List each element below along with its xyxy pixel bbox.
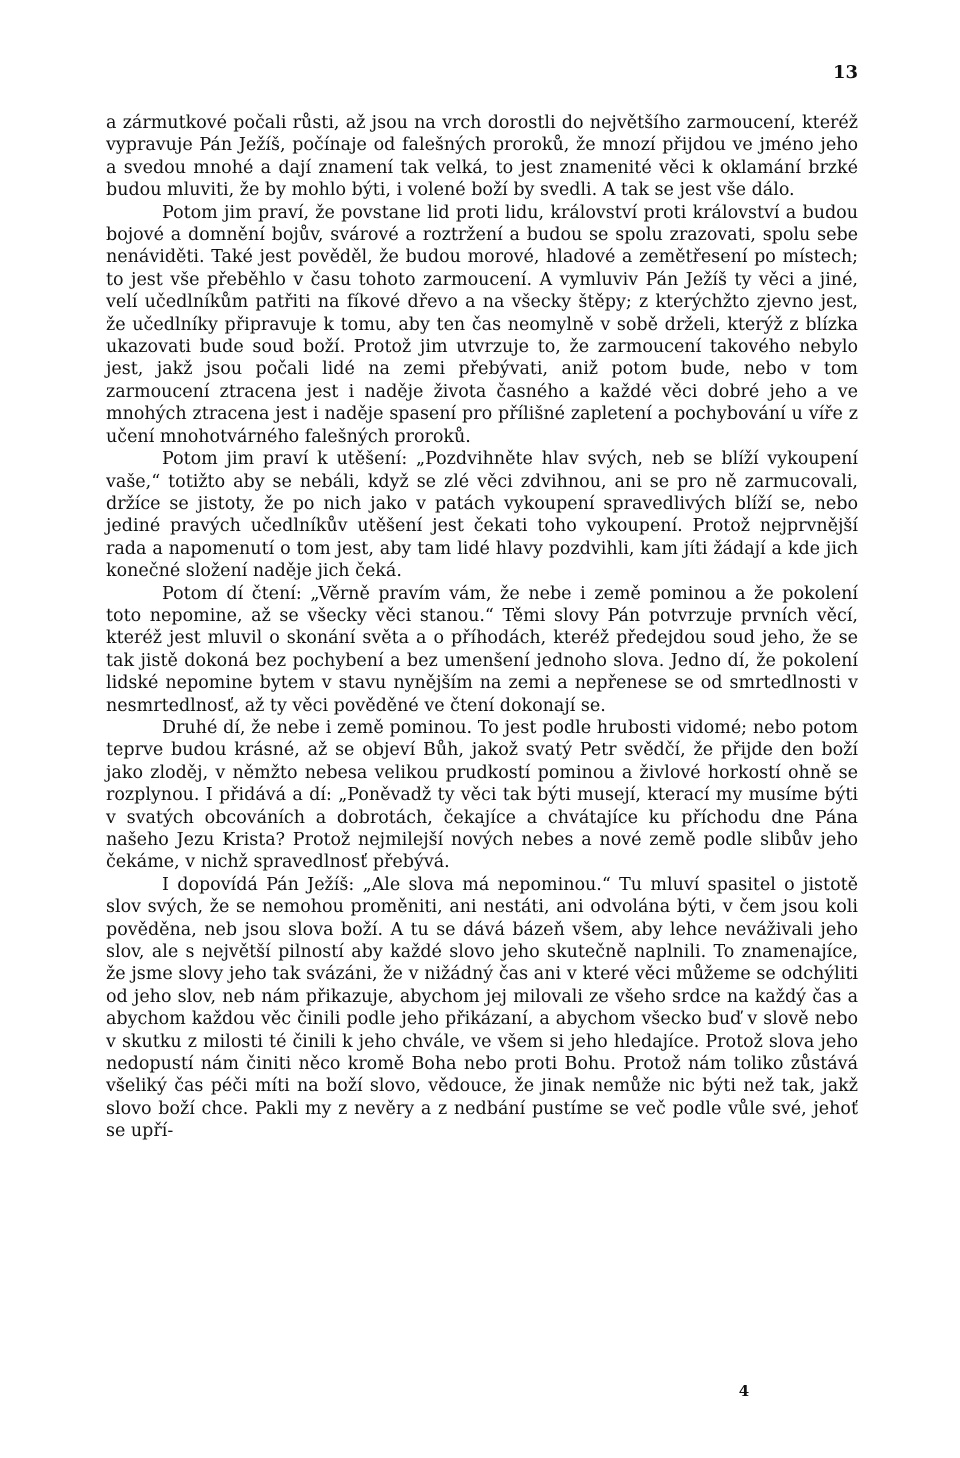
body-text (106, 112, 858, 1143)
signature-mark: 4 (738, 1382, 750, 1400)
paragraph: I dopovídá Pán Ježíš: „Ale slova má nepominou.“ Tu mluví spasitel o jistotě slov svých, že se nemohou proměniti, ani nestáti, ani odvolána býti, v čem jsou koli pověděna, neb jsou slova boží. A tu se dává bázeň všem, aby lehce neváživali jeho slov, ale s největší pilností aby každé slovo jeho skutečně naplnili. To znamenajíce, že jsme slovy jeho tak svázáni, že v nižádný čas ani v které věci můžeme se odchýliti od jeho slov, neb nám přikazuje, abychom jej milovali ze všeho srdce na každý čas a abychom každou věc činili podle jeho přikázaní, a abychom všecko buď v slově nebo v skutku z milosti té činili k jeho chvále, ve všem si jeho hledajíce. Protož slova jeho nedopustí nám činiti něco kromě Boha nebo proti Bohu. Protož nám toliko zůstává všeliký čas péči míti na boží slovo, vědouce, že jinak nemůže nic býti než tak, jakž slovo boží chce. Pakli my z nevěry a z nedbání pustíme se več podle vůle své, jehoť se upří- (106, 874, 858, 1142)
paragraph: Potom jim praví k utěšení: „Pozdvihněte hlav svých, neb se blíží vykoupení vaše,“ totižto aby se nebáli, když se zlé věci zdvihnou, ani se pro ně zarmucovali, držíce se jistoty, že po nich jako v patách vykoupení spravedlivých blíží se, nebo jediné pravých učedlníkův utěšení jest čekati toho vykoupení. Protož nejprvnější rada a napomenutí o tom jest, aby tam lidé hlavy pozdvihli, kam jíti žádají a kde jich konečné složení naděje jich čeká. (106, 449, 858, 582)
paragraph: Potom dí čtení: „Věrně pravím vám, že nebe i země pominou a že pokolení toto nepomine, až se všecky věci stanou.“ Těmi slovy Pán potvrzuje prvních věcí, kteréž jest mluvil o skonání světa a o příhodách, kteréž předejdou soud jeho, že se tak jistě dokoná bez pochybení a bez umenšení jednoho slova. Jedno dí, že pokolení lidské nepomine bytem v stavu nynějším na zemi a nepřenese se od smrtedlnosti v nesmrtedlnosť, až ty věci pověděné ve čtení dokonají se. (106, 583, 858, 716)
paragraph: a zármutkové počali růsti, až jsou na vrch dorostli do největšího zarmoucení, kteréž vypravuje Pán Ježíš, počínaje od falešných proroků, že mnozí přijdou ve jméno jeho a svedou mnohé a dají znamení tak velká, to jest znamenité věci k oklamání brzké budou mluviti, že by mohlo býti, i volené boží by svedli. A tak se jest vše dálo. (106, 113, 858, 201)
page-number: 13 (832, 62, 858, 83)
paragraph: Potom jim praví, že povstane lid proti lidu, království proti království a budou bojové a domnění bojův, svárové a roztržení a budou se spolu zrazovati, spolu sebe nenáviděti. Také jest pověděl, že budou morové, hladové a zemětřesení po místech; to jest vše přeběhlo v času tohoto zarmoucení. A vymluviv Pán Ježíš ty věci a jiné, velí učedlníkům patřiti na fíkové dřevo a na všecky štěpy; z kterýchžto zjevno jest, že učedlníky připravuje k tomu, aby ten čas neomylně v sobě drželi, kterýž z blízka ukazovati bude soud boží. Protož jim utvrzuje to, že zarmoucení takového nebylo jest, jakž jsou počali lidé na zemi přebývati, aniž potom bude, nebo v tom zarmoucení ztracena jest i naděje života časného a každé věci dobré jeho a ve mnohých ztracena jest i naděje spasení pro přílišné zapletení a pochybování u víře z učení mnohotvárného falešných proroků. (106, 202, 858, 447)
paragraph: Druhé dí, že nebe i země pominou. To jest podle hrubosti vidomé; nebo potom teprve budou krásné, až se objeví Bůh, jakož svatý Petr svědčí, že přijde den boží jako zloděj, v němžto nebesa velikou prudkostí pominou a živlové horkostí ohně se rozplynou. I přidává a dí: „Poněvadž ty věci tak býti musejí, kterací my musíme býti v svatých obcováních a dobrotách, čekajíce a chvátajíce ku příchodu dne Pána našeho Jezu Krista? Protož nejmilejší nových nebes a nové země podle slibův jeho čekáme, v nichž spravedlnosť přebývá. (106, 717, 858, 873)
